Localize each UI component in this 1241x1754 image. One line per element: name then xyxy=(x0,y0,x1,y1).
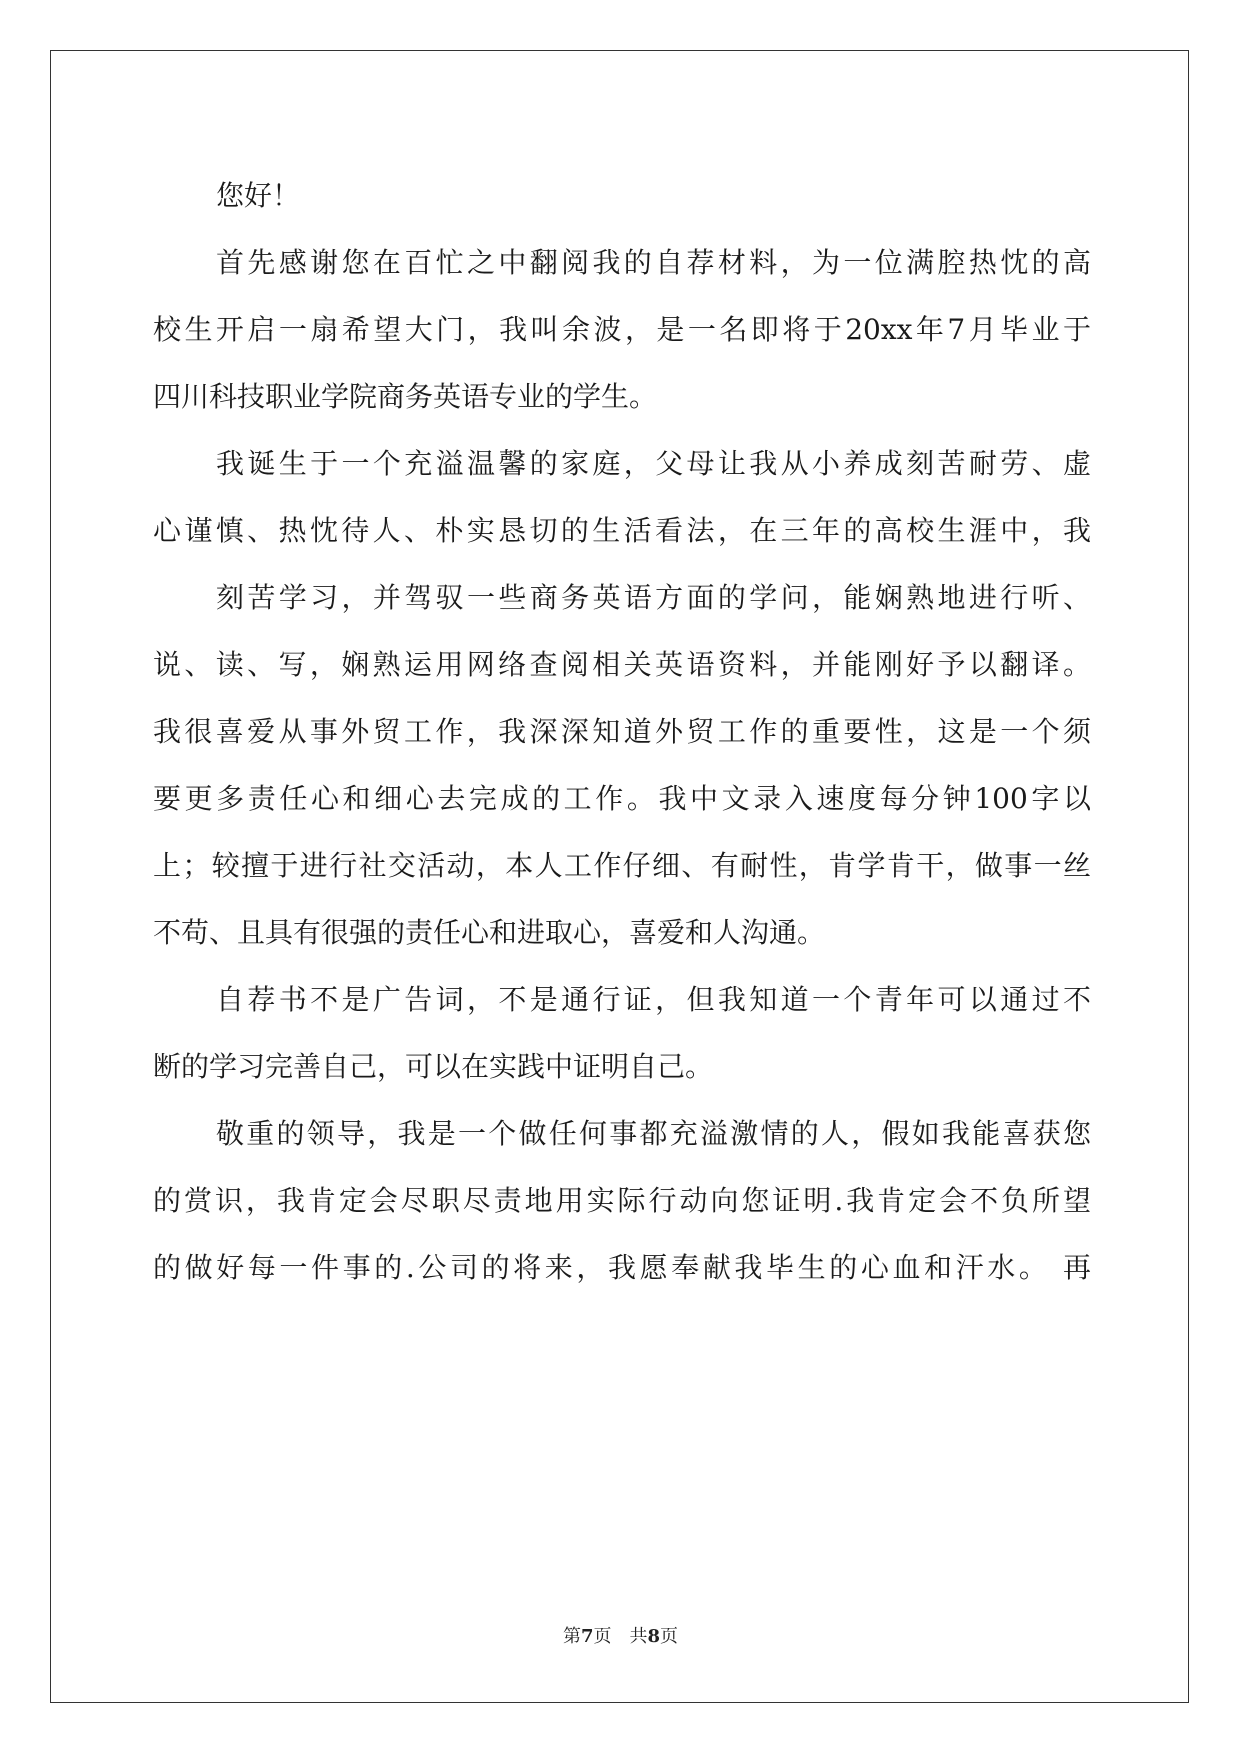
text-line-16: 的赏识，我肯定会尽职尽责地用实际行动向您证明.我肯定会不负所望 xyxy=(153,1184,1091,1217)
text-line-14: 断的学习完善自己，可以在实践中证明自己。 xyxy=(153,1050,714,1083)
footer-mid: 页 共 xyxy=(593,1626,648,1647)
text-line-11: 上；较擅于进行社交活动，本人工作仔细、有耐性，肯学肯干，做事一丝 xyxy=(153,849,1091,882)
text-line-3: 校生开启一扇希望大门，我叫余波，是一名即将于20xx年7月毕业于 xyxy=(153,313,1091,346)
text-line-1: 您好！ xyxy=(216,179,301,212)
text-line-6: 心谨慎、热忱待人、朴实恳切的生活看法，在三年的高校生涯中，我 xyxy=(153,514,1091,547)
text-line-2: 首先感谢您在百忙之中翻阅我的自荐材料，为一位满腔热忱的高 xyxy=(216,246,1091,279)
text-line-8: 说、读、写，娴熟运用网络查阅相关英语资料，并能刚好予以翻译。 xyxy=(153,648,1091,681)
text-line-12: 不苟、且具有很强的责任心和进取心，喜爱和人沟通。 xyxy=(153,916,826,949)
text-line-4: 四川科技职业学院商务英语专业的学生。 xyxy=(153,380,658,413)
text-line-5: 我诞生于一个充溢温馨的家庭，父母让我从小养成刻苦耐劳、虚 xyxy=(216,447,1091,480)
footer-prefix: 第 xyxy=(562,1626,581,1647)
text-line-7: 刻苦学习，并驾驭一些商务英语方面的学问，能娴熟地进行听、 xyxy=(216,581,1091,614)
letter-body xyxy=(153,162,1091,1301)
current-page-number: 7 xyxy=(580,1626,594,1647)
footer-suffix: 页 xyxy=(660,1626,679,1647)
page-footer xyxy=(0,1622,1241,1648)
text-line-15: 敬重的领导，我是一个做任何事都充溢激情的人，假如我能喜获您 xyxy=(216,1117,1091,1150)
text-line-17: 的做好每一件事的.公司的将来，我愿奉献我毕生的心血和汗水。 再 xyxy=(153,1251,1091,1284)
text-line-13: 自荐书不是广告词，不是通行证，但我知道一个青年可以通过不 xyxy=(216,983,1091,1016)
text-line-10: 要更多责任心和细心去完成的工作。我中文录入速度每分钟100字以 xyxy=(153,782,1091,815)
text-line-9: 我很喜爱从事外贸工作，我深深知道外贸工作的重要性，这是一个须 xyxy=(153,715,1091,748)
total-pages-number: 8 xyxy=(647,1626,661,1647)
